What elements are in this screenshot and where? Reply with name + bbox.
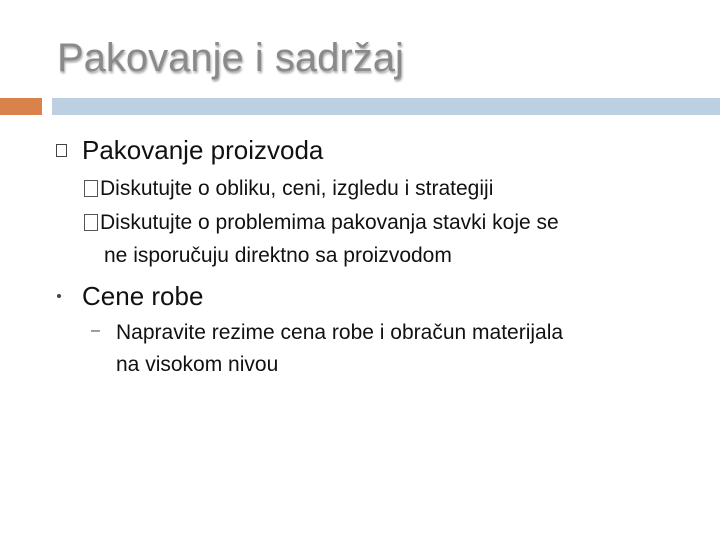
subbullet-1-1 — [84, 174, 493, 204]
subbullet-2-1-line2: na visokom nivou — [116, 353, 279, 376]
title-rule-bar — [52, 98, 720, 115]
subbullet-1-1-text: Diskutujte o obliku, ceni, izgledu i strategiji — [100, 177, 494, 200]
dash-bullet: – — [91, 322, 100, 339]
bullet-1-text: Pakovanje proizvoda — [82, 135, 324, 165]
box-bullet-icon — [56, 144, 67, 157]
dot-bullet-icon — [57, 294, 61, 298]
bullet-2-text: Cene robe — [82, 281, 204, 311]
slide-title: Pakovanje i sadržaj — [57, 36, 404, 80]
subbullet-1-2 — [84, 208, 559, 238]
subbullet-2-1-line1: Napravite rezime cena robe i obračun materijala — [116, 321, 564, 344]
box-bullet-icon — [84, 214, 98, 231]
accent-bar — [0, 98, 42, 115]
box-bullet-icon — [84, 180, 98, 197]
subbullet-1-2-line1: Diskutujte o problemima pakovanja stavki koje se — [100, 211, 559, 234]
subbullet-1-2-line2: ne isporučuju direktno sa proizvodom — [104, 244, 452, 267]
